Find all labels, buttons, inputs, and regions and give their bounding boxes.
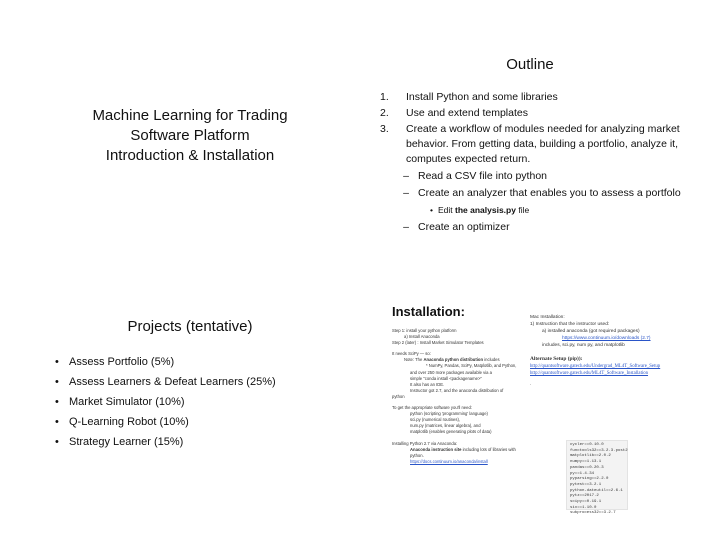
outline-subitem [360,220,700,235]
package-line: pandas==0.20.3 [570,465,604,470]
package-line: functools32==3.2.3.post2 [570,448,628,453]
note-line: It also has an IDE. [410,381,445,387]
note-line: * NumPy, Pandas, SciPy, Matplotlib, and Python, [426,363,517,369]
anaconda-install-link[interactable]: https://docs.continuum.io/anaconda/install [410,458,488,464]
note-line: matplotlib (enables generating plots of data) [410,429,492,435]
note-line: Step 2 (later) : Install Market Simulator Templates [392,340,484,346]
project-item [55,392,355,412]
subsub-suffix: file [515,205,530,215]
outline-subitem-text: Create an optimizer [418,221,510,233]
outline-item [360,122,700,167]
note-line: python (scripting 'programming' language) [410,411,488,417]
installation-link[interactable]: http://quantsoftware.gatech.edu/ML4T_Software_Installation [530,371,649,376]
package-version-list [566,440,628,516]
note-line: a) Install Anaconda [404,334,440,340]
package-line: pytz==2017.2 [570,494,599,499]
outline-list [360,90,700,237]
bullet-marker: • [430,205,433,215]
note-line: sci.py (numerical routines), [410,417,461,423]
note-line: To get the appropriate software you'll need: [392,405,472,411]
subsub-prefix: Edit [438,205,456,215]
setup-link[interactable]: http://quantsoftware.gatech.edu/Undergrad_ML4T_Software_Setup [530,364,661,369]
note-line: python. [410,452,424,458]
project-item [55,412,355,432]
package-line: subprocess32==3.2.7 [570,511,616,516]
note-line: python [392,393,405,399]
note-text: Note: The [404,357,424,363]
note-line: includes, sci.py, num py, and matplotlib [542,343,625,348]
bullet-marker: • [55,356,59,368]
bullet-marker: • [55,376,59,388]
outline-item-number: 1. [380,91,389,103]
package-line: matplotlib==2.0.2 [570,454,611,459]
note-line: simple "conda install <packagename>" [410,375,482,381]
continuum-download-link[interactable]: https://www.continuum.io/downloads (2.7) [562,336,651,341]
project-item-text: Q-Learning Robot (10%) [69,416,189,428]
note-text: includes [483,357,500,363]
outline-item-number: 3. [380,123,389,135]
slide1-title-line2: Software Platform [130,127,250,144]
note-line: Instructor got 2.7, and the anaconda distribution of [410,387,504,393]
projects-list [55,352,355,452]
note-line: Mac Installation: [530,315,565,320]
package-line: six==1.10.0 [570,505,597,510]
project-item-text: Assess Learners & Defeat Learners (25%) [69,376,276,388]
outline-subsubitem [360,203,700,218]
package-line: pytest==3.2.1 [570,482,602,487]
package-line: pyparsing==2.2.0 [570,477,609,482]
note-line [392,447,527,453]
note-bold-text: Anaconda python distribution [423,357,484,363]
note-line: . [530,382,532,387]
outline-item-text: Create a workflow of modules needed for analyzing market behavior. From getting data, building a portfolio, analyze it, computes expected return. [406,123,680,165]
project-item-text: Strategy Learner (15%) [69,436,184,448]
package-line: python-dateutil==2.6.1 [570,488,623,493]
outline-item-number: 2. [380,107,389,119]
note-line: It needs SciPy — so: [392,351,431,357]
outline-heading: Outline [506,56,554,73]
outline-subitem [360,169,700,184]
outline-subitem-text: Create an analyzer that enables you to assess a portfolo [418,187,681,199]
outline-item [360,106,700,121]
slide1-title-line1: Machine Learning for Trading [92,107,288,124]
note-line: a) installed anaconda (got required packages) [542,329,640,334]
outline-item [360,90,700,105]
installation-heading: Installation: [392,304,465,319]
alternate-setup-title: Alternate Setup (pip)): [530,356,583,362]
outline-subitem-text: Read a CSV file into python [418,170,547,182]
package-line: py==1.4.34 [570,471,595,476]
slide1-title-line3: Introduction & Installation [105,147,275,164]
package-line: scipy==0.19.1 [570,500,602,505]
installation-notes-left [392,328,527,465]
bullet-marker: • [55,436,59,448]
note-bold-text: Anaconda instruction site [410,446,462,452]
outline-subsubitem-text [438,203,529,218]
note-line: Step 1: install your python platform [392,328,457,333]
installation-notes-right [530,314,720,388]
outline-item-text: Install Python and some libraries [406,91,558,103]
package-line: numpy==1.13.1 [570,460,602,465]
dash-marker: – [403,170,409,182]
dash-marker: – [403,221,409,233]
project-item-text: Market Simulator (10%) [69,396,185,408]
project-item [55,432,355,452]
outline-item-text: Use and extend templates [406,107,528,119]
package-line: cycler==0.10.0 [570,443,604,447]
bullet-marker: • [55,396,59,408]
project-item [55,352,355,372]
note-line: and over 250 more packages available via a [410,369,492,375]
dash-marker: – [403,187,409,199]
bullet-marker: • [55,416,59,428]
projects-heading: Projects (tentative) [127,318,253,335]
slide1-title [60,106,320,166]
note-line: 1) Instruction that the instructor used: [530,322,610,327]
note-line: Installing Python 2.7 via Anaconda: [392,440,458,446]
project-item-text: Assess Portfolio (5%) [69,356,175,368]
outline-subitem [360,186,700,201]
subsub-bold-filename: the analysis.py [455,205,516,215]
note-text: including lots of libraries with [461,446,516,452]
project-item [55,372,355,392]
note-line: num.py (matrices, linear algebra), and [410,423,481,429]
